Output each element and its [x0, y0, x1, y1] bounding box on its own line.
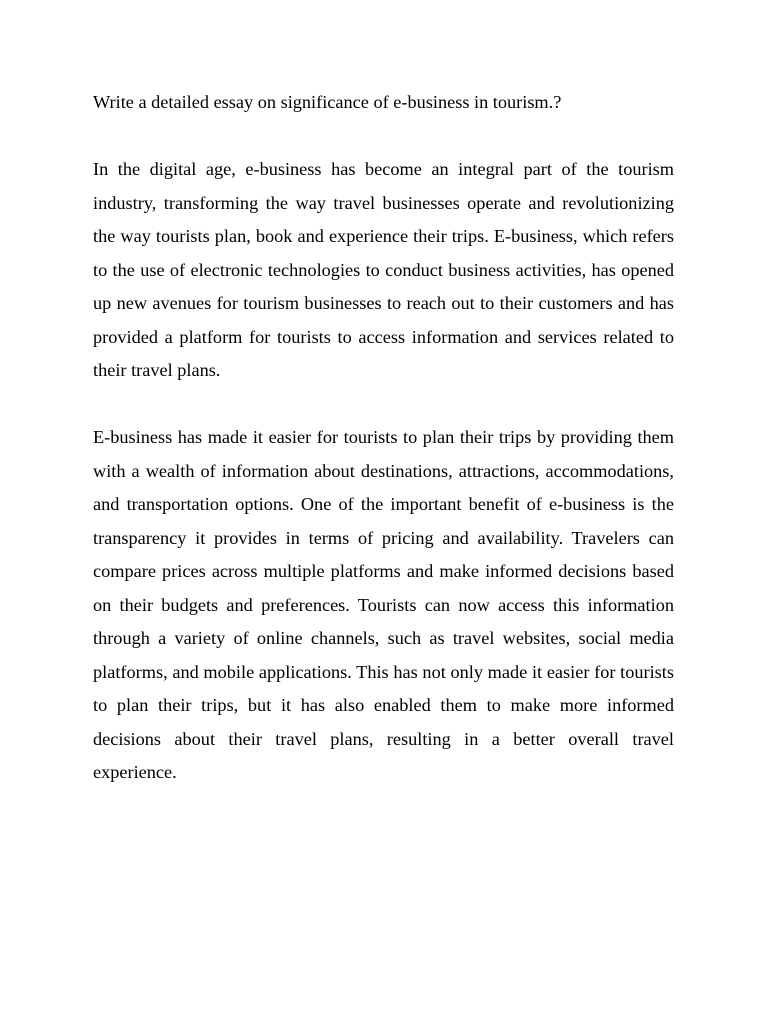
paragraph-2: E-business has made it easier for tourists to plan their trips by providing them with a wealth of information about destinations, attractions, accommodations, and transportation options. One of the important benefit of e-business is the transparency it provides in terms of pricing and availability. Travelers can compare prices across multiple platforms and make informed decisions based on their budgets and preferences. Tourists can now access this information through a variety of online channels, such as travel websites, social media platforms, and mobile applications. This has not only made it easier for tourists to plan their trips, but it has also enabled them to make more informed decisions about their travel plans, resulting in a better overall travel experience. [93, 427, 674, 782]
spacer [93, 388, 674, 422]
essay-question: Write a detailed essay on significance of e-business in tourism.? [93, 92, 562, 112]
paragraph-1: In the digital age, e-business has become an integral part of the tourism industry, transforming the way travel businesses operate and revolutionizing the way tourists plan, book and experience their trips. E-business, which refers to the use of electronic technologies to conduct business activities, has opened up new avenues for tourism businesses to reach out to their customers and has provided a platform for tourists to access information and services related to their travel plans. [93, 159, 674, 380]
document-body [93, 86, 674, 790]
spacer [93, 120, 674, 154]
